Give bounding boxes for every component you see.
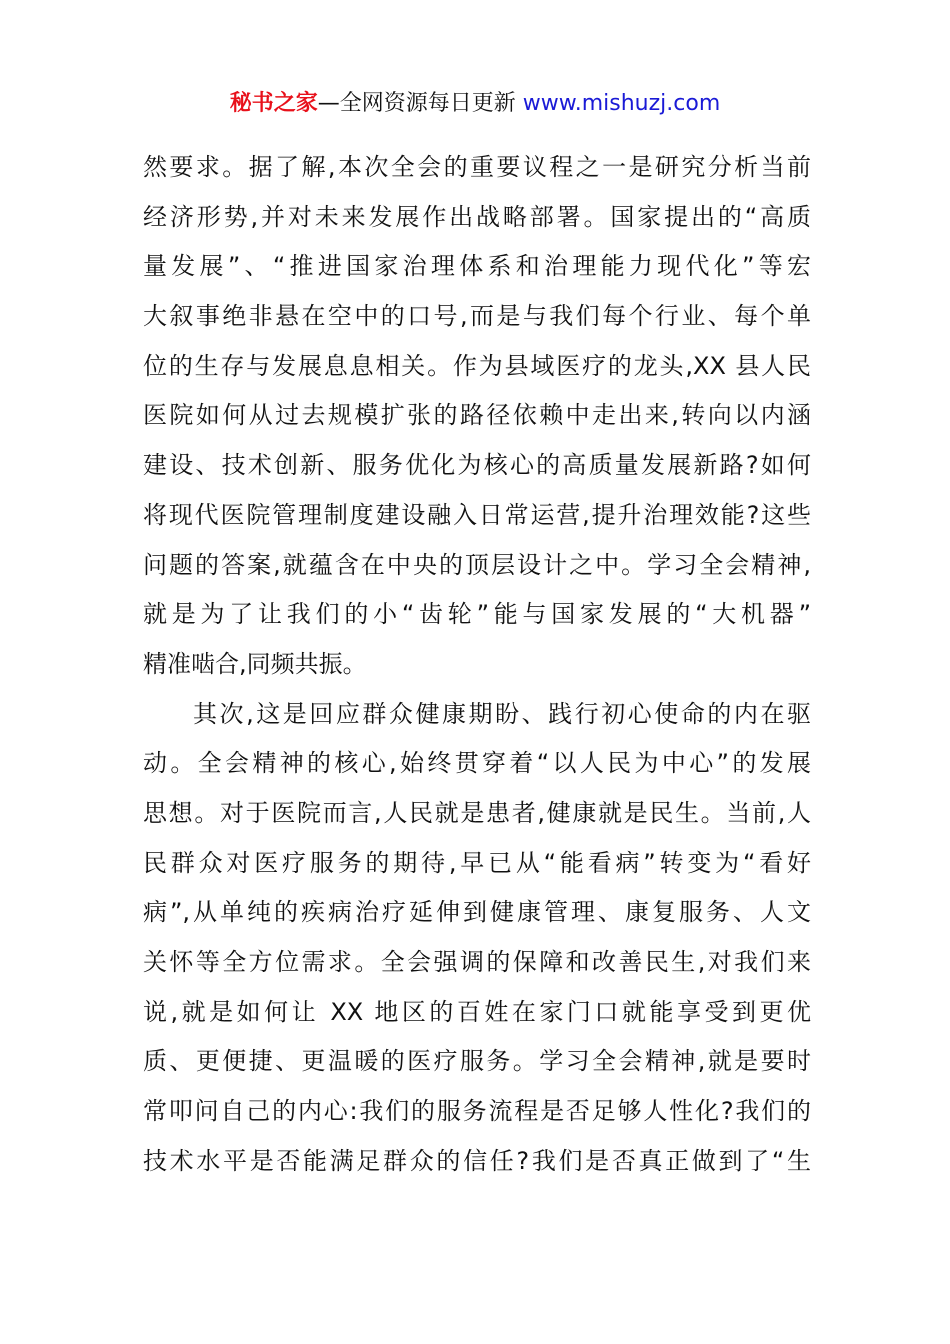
text-line: 病”,从单纯的疾病治疗延伸到健康管理、康复服务、人文 [143, 898, 811, 927]
text-line: 医院如何从过去规模扩张的路径依赖中走出来,转向以内涵 [143, 401, 811, 430]
text-line: 精准啮合,同频共振。 [143, 649, 367, 678]
text-line: 常叩问自己的内心:我们的服务流程是否足够人性化?我们的 [143, 1097, 811, 1126]
document-body [143, 145, 811, 1188]
text-line: 思想。对于医院而言,人民就是患者,健康就是民生。当前,人 [143, 798, 811, 827]
text-line: 就是为了让我们的小“齿轮”能与国家发展的“大机器” [143, 600, 811, 629]
text-line: 民群众对医疗服务的期待,早已从“能看病”转变为“看好 [143, 848, 811, 877]
text-line: 说,就是如何让 XX 地区的百姓在家门口就能享受到更优 [143, 997, 811, 1026]
brand-name: 秘书之家 [229, 91, 318, 116]
text-line: 问题的答案,就蕴含在中央的顶层设计之中。学习全会精神, [143, 550, 811, 579]
text-line: 建设、技术创新、服务优化为核心的高质量发展新路?如何 [143, 451, 811, 480]
text-line: 技术水平是否能满足群众的信任?我们是否真正做到了“生 [143, 1146, 811, 1175]
paragraph [143, 145, 811, 692]
site-header [0, 88, 950, 120]
text-line: 将现代医院管理制度建设融入日常运营,提升治理效能?这些 [143, 500, 811, 529]
text-line: 大叙事绝非悬在空中的口号,而是与我们每个行业、每个单 [143, 302, 811, 331]
text-line: 经济形势,并对未来发展作出战略部署。国家提出的“高质 [143, 202, 811, 231]
text-line: 量发展”、“推进国家治理体系和治理能力现代化”等宏 [143, 252, 811, 281]
paragraph [143, 692, 811, 1189]
text-line: 其次,这是回应群众健康期盼、践行初心使命的内在驱 [193, 699, 811, 728]
text-line: 动。全会精神的核心,始终贯穿着“以人民为中心”的发展 [143, 749, 811, 778]
header-tagline: —全网资源每日更新 [317, 91, 523, 116]
text-line: 位的生存与发展息息相关。作为县域医疗的龙头,XX 县人民 [143, 351, 811, 380]
text-line: 然要求。据了解,本次全会的重要议程之一是研究分析当前 [143, 153, 811, 181]
text-line: 关怀等全方位需求。全会强调的保障和改善民生,对我们来 [143, 948, 811, 976]
text-line: 质、更便捷、更温暖的医疗服务。学习全会精神,就是要时 [143, 1047, 811, 1076]
site-url-link[interactable]: www.mishuzj.com [522, 91, 721, 116]
